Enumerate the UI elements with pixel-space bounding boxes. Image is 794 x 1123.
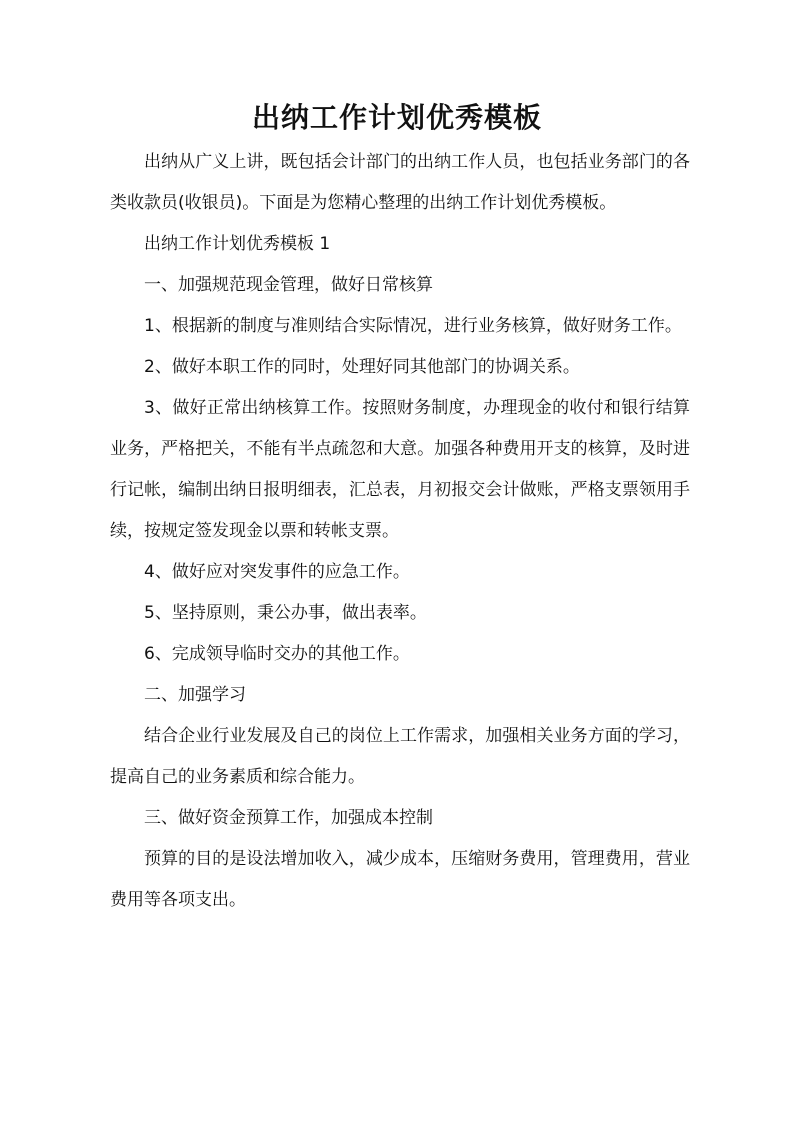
document-body [110,142,690,921]
list-item-1: 1、根据新的制度与准则结合实际情况，进行业务核算，做好财务工作。 [144,316,682,336]
paragraph-learning: 结合企业行业发展及自己的岗位上工作需求，加强相关业务方面的学习，提高自己的业务素质和综合能力。 [110,726,690,787]
section-heading-3: 三、做好资金预算工作，加强成本控制 [144,808,433,828]
list-item-2: 2、做好本职工作的同时，处理好同其他部门的协调关系。 [144,357,580,377]
section-heading-2: 二、加强学习 [144,685,246,705]
paragraph-subtitle: 出纳工作计划优秀模板 1 [144,234,331,254]
section-heading-1: 一、加强规范现金管理，做好日常核算 [144,275,433,295]
paragraph-budget: 预算的目的是设法增加收入，减少成本，压缩财务费用，管理费用，营业费用等各项支出。 [110,849,690,910]
document-title: 出纳工作计划优秀模板 [251,101,542,134]
list-item-4: 4、做好应对突发事件的应急工作。 [144,562,410,582]
paragraph-intro: 出纳从广义上讲，既包括会计部门的出纳工作人员，也包括业务部门的各类收款员(收银员)。下面是为您精心整理的出纳工作计划优秀模板。 [110,152,690,213]
list-item-6: 6、完成领导临时交办的其他工作。 [144,644,410,664]
list-item-5: 5、坚持原则，秉公办事，做出表率。 [144,603,427,623]
list-item-3: 3、做好正常出纳核算工作。按照财务制度，办理现金的收付和银行结算业务，严格把关，不能有半点疏忽和大意。加强各种费用开支的核算，及时进行记帐，编制出纳日报明细表，汇总表，月初报交会计做账，严格支票领用手续，按规定签发现金以票和转帐支票。 [110,398,690,541]
